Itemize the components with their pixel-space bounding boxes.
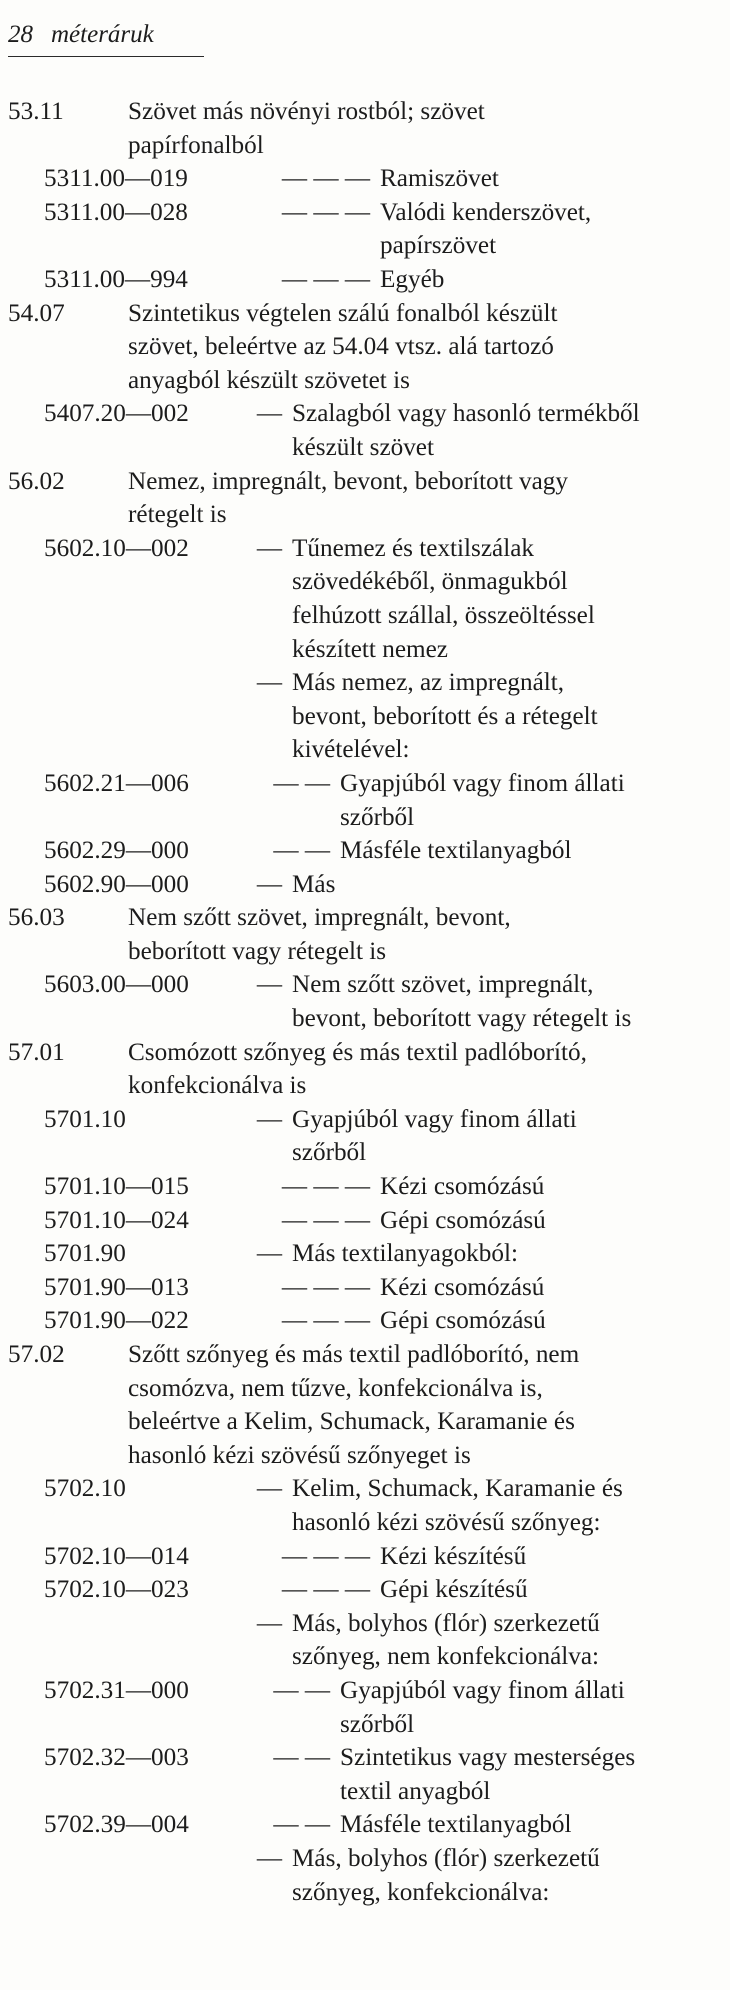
page-header <box>8 18 204 57</box>
indent-dashes: — — — <box>281 1576 370 1604</box>
description-line: Csomózott szőnyeg és más textil padlóborító, <box>128 1038 587 1066</box>
indent-dashes: — — — <box>281 165 370 193</box>
tariff-entry <box>0 1304 730 1338</box>
entry-description <box>292 397 640 464</box>
entry-description <box>380 1204 546 1238</box>
indent-dashes: — — <box>273 769 330 797</box>
description-line: Szintetikus vagy mesterséges <box>340 1744 636 1772</box>
entry-description <box>128 1036 587 1103</box>
description-line: Gyapjúból vagy finom állati <box>340 769 625 797</box>
tariff-entry <box>0 465 730 532</box>
description-line: rétegelt is <box>128 501 227 529</box>
heading-code: 57.02 <box>8 1341 65 1369</box>
tariff-entry <box>0 1103 730 1170</box>
tariff-entry <box>0 666 730 767</box>
indent-dashes: — <box>256 1105 282 1133</box>
description-line: Gyapjúból vagy finom állati <box>292 1105 577 1133</box>
entry-description <box>340 1808 572 1842</box>
tariff-entry <box>0 297 730 398</box>
entry-description <box>292 968 631 1035</box>
subheading-code: 5603.00—000 <box>44 971 189 999</box>
description-line: szőrből <box>340 803 415 831</box>
description-line: Gépi készítésű <box>380 1576 528 1604</box>
description-line: hasonló kézi szövésű szőnyeget is <box>128 1441 471 1469</box>
description-line: Ramiszövet <box>380 165 499 193</box>
description-line: Kézi készítésű <box>380 1542 527 1570</box>
tariff-entry <box>0 196 730 263</box>
page-number: 28 <box>8 21 33 48</box>
subheading-code: 5602.29—000 <box>44 837 189 865</box>
indent-dashes: — — — <box>281 1273 370 1301</box>
subheading-code: 5702.10—023 <box>44 1576 189 1604</box>
tariff-entry <box>0 532 730 666</box>
description-line: Kézi csomózású <box>380 1173 545 1201</box>
subheading-code: 5701.90—013 <box>44 1273 189 1301</box>
description-line: Másféle textilanyagból <box>340 1811 572 1839</box>
description-line: Szalagból vagy hasonló termékből <box>292 400 640 428</box>
indent-dashes: — <box>256 534 282 562</box>
subheading-code: 5701.90 <box>44 1240 126 1268</box>
entry-description <box>128 465 568 532</box>
indent-dashes: — — — <box>281 1173 370 1201</box>
description-line: textil anyagból <box>340 1777 491 1805</box>
indent-dashes: — <box>256 669 282 697</box>
indent-dashes: — <box>256 1609 282 1637</box>
description-line: bevont, beborított és a rétegelt <box>292 702 598 730</box>
indent-dashes: — <box>256 400 282 428</box>
description-line: hasonló kézi szövésű szőnyeg: <box>292 1509 601 1536</box>
indent-dashes: — <box>256 870 282 898</box>
entry-description <box>128 95 485 162</box>
description-line: Kelim, Schumack, Karamanie és <box>292 1475 623 1503</box>
description-line: Más nemez, az impregnált, <box>292 669 565 697</box>
subheading-code: 5701.10—024 <box>44 1206 189 1234</box>
subheading-code: 5702.39—004 <box>44 1811 189 1839</box>
tariff-entry <box>0 162 730 196</box>
description-line: szövet, beleértve az 54.04 vtsz. alá tartozó <box>128 333 554 361</box>
heading-code: 53.11 <box>8 98 64 125</box>
tariff-entry <box>0 968 730 1035</box>
heading-code: 54.07 <box>8 299 65 327</box>
subheading-code: 5311.00—019 <box>44 165 188 193</box>
subheading-code: 5702.10 <box>44 1475 126 1503</box>
tariff-entry <box>0 95 730 162</box>
entry-description <box>340 1674 625 1741</box>
tariff-entry <box>0 1573 730 1607</box>
description-line: Gépi csomózású <box>380 1307 546 1335</box>
indent-dashes: — — — <box>281 1542 370 1570</box>
indent-dashes: — — <box>273 1811 330 1839</box>
indent-dashes: — — <box>273 837 330 865</box>
description-line: Más <box>292 870 336 898</box>
description-line: készített nemez <box>292 635 448 663</box>
tariff-entry <box>0 1170 730 1204</box>
description-line: beborított vagy rétegelt is <box>128 937 387 965</box>
entry-description <box>380 1170 544 1204</box>
indent-dashes: — — <box>273 1744 330 1772</box>
description-line: szőnyeg, nem konfekcionálva: <box>292 1643 600 1671</box>
tariff-entry <box>0 767 730 834</box>
entry-description <box>292 1472 623 1539</box>
tariff-entry <box>0 1741 730 1808</box>
entry-description <box>380 1540 526 1574</box>
subheading-code: 5701.10 <box>44 1105 126 1133</box>
description-line: anyagból készült szövetet is <box>128 366 410 394</box>
indent-dashes: — <box>256 971 282 999</box>
description-line: Gépi csomózású <box>380 1206 546 1234</box>
description-line: felhúzott szállal, összeöltéssel <box>292 601 595 629</box>
subheading-code: 5702.32—003 <box>44 1744 189 1772</box>
entry-description <box>292 1237 518 1271</box>
description-line: papírfonalból <box>128 131 264 159</box>
tariff-entry <box>0 1204 730 1238</box>
entry-description <box>292 868 335 902</box>
description-line: Tűnemez és textilszálak <box>292 534 534 562</box>
subheading-code: 5702.31—000 <box>44 1676 189 1704</box>
section-title: méteráruk <box>51 21 154 48</box>
description-line: Szövet más növényi rostból; szövet <box>128 98 485 125</box>
entry-description <box>380 196 591 263</box>
tariff-entry <box>0 397 730 464</box>
description-line: készült szövet <box>292 433 434 461</box>
description-line: Valódi kenderszövet, <box>380 198 592 226</box>
tariff-entry <box>0 834 730 868</box>
entry-description <box>292 666 598 767</box>
description-line: konfekcionálva is <box>128 1072 307 1100</box>
description-line: szövedékéből, önmagukból <box>292 568 568 596</box>
description-line: Szintetikus végtelen szálú fonalból készült <box>128 299 558 327</box>
entry-description <box>128 297 557 398</box>
tariff-entry <box>0 1674 730 1741</box>
description-line: Kézi csomózású <box>380 1273 545 1301</box>
subheading-code: 5602.10—002 <box>44 534 189 562</box>
indent-dashes: — — — <box>281 1206 370 1234</box>
entry-description <box>340 1741 635 1808</box>
subheading-code: 5311.00—028 <box>44 198 188 226</box>
description-line: Más, bolyhos (flór) szerkezetű <box>292 1609 600 1637</box>
entry-description <box>292 1842 600 1909</box>
heading-code: 56.03 <box>8 904 65 932</box>
subheading-code: 5407.20—002 <box>44 400 189 428</box>
tariff-entry <box>0 1036 730 1103</box>
subheading-code: 5702.10—014 <box>44 1542 189 1570</box>
description-line: beleértve a Kelim, Schumack, Karamanie és <box>128 1408 575 1436</box>
description-line: Gyapjúból vagy finom állati <box>340 1676 625 1704</box>
description-line: szőrből <box>340 1710 415 1738</box>
tariff-entry <box>0 868 730 902</box>
indent-dashes: — <box>256 1240 282 1268</box>
entry-description <box>340 767 625 834</box>
tariff-entry <box>0 263 730 297</box>
tariff-entry <box>0 1808 730 1842</box>
indent-dashes: — <box>256 1475 282 1503</box>
indent-dashes: — — — <box>281 198 370 226</box>
description-line: csomózva, nem tűzve, konfekcionálva is, <box>128 1374 543 1402</box>
tariff-entry <box>0 1237 730 1271</box>
description-line: Nem szőtt szövet, impregnált, <box>292 971 594 999</box>
tariff-entry-list <box>0 95 730 1909</box>
description-line: Más, bolyhos (flór) szerkezetű <box>292 1844 600 1872</box>
entry-description <box>128 901 511 968</box>
description-line: Más textilanyagokból: <box>292 1240 518 1268</box>
tariff-entry <box>0 1271 730 1305</box>
description-line: Nem szőtt szövet, impregnált, bevont, <box>128 904 511 932</box>
heading-code: 56.02 <box>8 467 65 495</box>
entry-description <box>380 1573 528 1607</box>
tariff-entry <box>0 1842 730 1909</box>
description-line: bevont, beborított vagy rétegelt is <box>292 1005 632 1033</box>
subheading-code: 5602.21—006 <box>44 769 189 797</box>
entry-description <box>292 532 595 666</box>
description-line: Nemez, impregnált, bevont, beborított vagy <box>128 467 568 495</box>
tariff-entry <box>0 1472 730 1539</box>
entry-description <box>380 1304 546 1338</box>
description-line: Egyéb <box>380 265 445 293</box>
entry-description <box>128 1338 579 1472</box>
indent-dashes: — — <box>273 1676 330 1704</box>
entry-description <box>380 1271 544 1305</box>
indent-dashes: — <box>256 1844 282 1872</box>
description-line: papírszövet <box>380 232 497 260</box>
tariff-entry <box>0 1540 730 1574</box>
tariff-entry <box>0 901 730 968</box>
entry-description <box>340 834 572 868</box>
indent-dashes: — — — <box>281 265 370 293</box>
description-line: kivételével: <box>292 736 410 764</box>
entry-description <box>380 263 444 297</box>
subheading-code: 5701.90—022 <box>44 1307 189 1335</box>
tariff-entry <box>0 1607 730 1674</box>
description-line: Másféle textilanyagból <box>340 837 572 865</box>
heading-code: 57.01 <box>8 1038 65 1066</box>
indent-dashes: — — — <box>281 1307 370 1335</box>
subheading-code: 5701.10—015 <box>44 1173 189 1201</box>
entry-description <box>380 162 499 196</box>
subheading-code: 5311.00—994 <box>44 265 188 293</box>
subheading-code: 5602.90—000 <box>44 870 189 898</box>
entry-description <box>292 1103 577 1170</box>
description-line: szőnyeg, konfekcionálva: <box>292 1878 550 1906</box>
description-line: szőrből <box>292 1139 367 1167</box>
entry-description <box>292 1607 600 1674</box>
description-line: Szőtt szőnyeg és más textil padlóborító, nem <box>128 1341 580 1369</box>
tariff-entry <box>0 1338 730 1472</box>
